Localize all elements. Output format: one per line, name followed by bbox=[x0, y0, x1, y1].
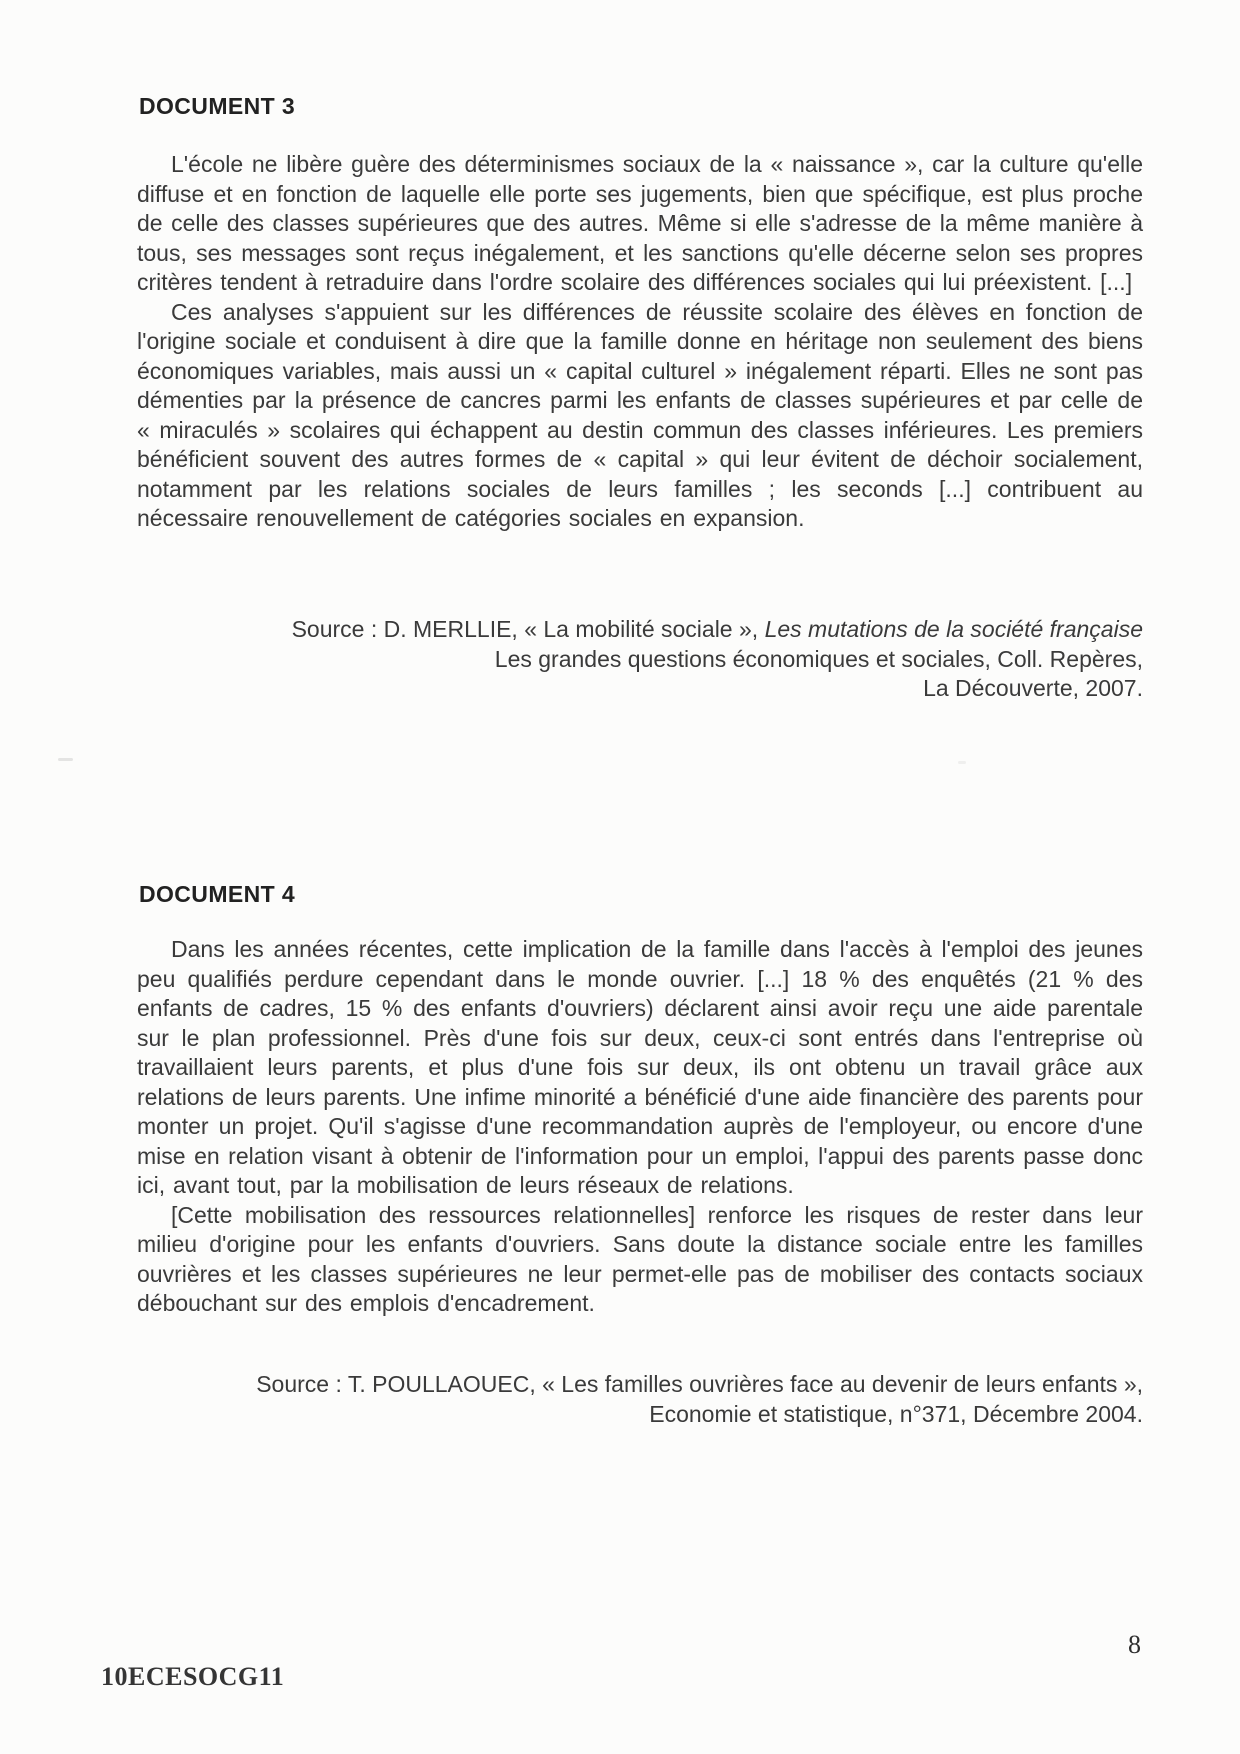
page-number: 8 bbox=[1128, 1630, 1141, 1659]
document-3-body bbox=[137, 150, 1143, 534]
source-book-title: Les mutations de la société française bbox=[764, 616, 1143, 642]
document-3-source bbox=[137, 615, 1143, 704]
document-4-paragraph-1: Dans les années récentes, cette implication de la famille dans l'accès à l'emploi des jeunes peu qualifiés perdure cependant dans le monde ouvrier. [...] 18 % des enquêtés (21 % des enfants de cadres, 15 % des enfants d'ouvriers) déclarent ainsi avoir reçu une aide parentale sur le plan professionnel. Près d'une fois sur deux, ceux-ci sont entrés dans l'entreprise où travaillaient leurs parents, et plus d'une fois sur deux, ils ont obtenu un travail grâce aux relations de leurs parents. Une infime minorité a bénéficié d'une aide financière des parents pour monter un projet. Qu'il s'agisse d'une recommandation auprès de l'employeur, ou encore d'une mise en relation visant à obtenir de l'information pour un emploi, l'appui des parents passe donc ici, avant tout, par la mobilisation de leurs réseaux de relations. bbox=[137, 936, 1143, 1198]
document-3-title: DOCUMENT 3 bbox=[139, 93, 296, 119]
source-line: Source : T. POULLAOUEC, « Les familles ouvrières face au devenir de leurs enfants », bbox=[256, 1371, 1143, 1397]
source-line-text: Source : D. MERLLIE, « La mobilité sociale », bbox=[291, 616, 765, 642]
scan-artifact bbox=[58, 758, 73, 761]
document-4-body bbox=[137, 935, 1143, 1319]
footer-code: 10ECESOCG11 bbox=[101, 1662, 285, 1691]
source-line bbox=[137, 615, 1143, 645]
source-line: Economie et statistique, n°371, Décembre 2004. bbox=[649, 1400, 1143, 1427]
document-4-paragraph-2: [Cette mobilisation des ressources relationnelles] renforce les risques de rester dans leur milieu d'origine pour les enfants d'ouvriers. Sans doute la distance sociale entre les familles ouvrières et les classes supérieures ne leur permet-elle pas de mobiliser des contacts sociaux débouchant sur des emplois d'encadrement. bbox=[137, 1201, 1143, 1316]
document-3-paragraph-2: Ces analyses s'appuient sur les différences de réussite scolaire des élèves en fonction de l'origine sociale et conduisent à dire que la famille donne en héritage non seulement des biens économiques variables, mais aussi un « capital culturel » inégalement réparti. Elles ne sont pas démenties par la présence de cancres parmi les enfants de classes supérieures et par celle de « miraculés » scolaires qui échappent au destin commun des classes inférieures. Les premiers bénéficient souvent des autres formes de « capital » qui leur évitent de déchoir socialement, notamment par les relations sociales de leurs familles ; les seconds [...] contribuent au nécessaire renouvellement de catégories sociales en expansion. bbox=[137, 298, 1143, 531]
source-line: La Découverte, 2007. bbox=[923, 675, 1143, 701]
document-4-source bbox=[137, 1370, 1143, 1429]
source-line: Les grandes questions économiques et sociales, Coll. Repères, bbox=[494, 645, 1143, 672]
document-3-paragraph-1: L'école ne libère guère des déterminismes sociaux de la « naissance », car la culture qu'elle diffuse et en fonction de laquelle elle porte ses jugements, bien que spécifique, est plus proche de celle des classes supérieures que des autres. Même si elle s'adresse de la même manière à tous, ses messages sont reçus inégalement, et les sanctions qu'elle décerne selon ses propres critères tendent à retraduire dans l'ordre scolaire des différences sociales qui lui préexistent. [...] bbox=[137, 151, 1143, 295]
scan-artifact bbox=[958, 761, 966, 764]
document-4-title: DOCUMENT 4 bbox=[139, 881, 296, 907]
